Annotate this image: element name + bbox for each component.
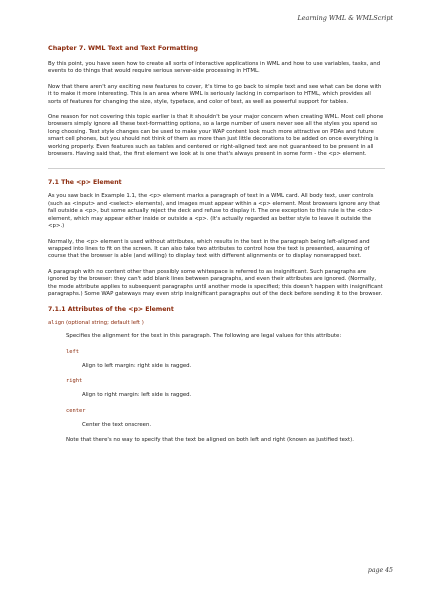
section-title: 7.1 The <p> Element [48, 179, 122, 187]
intro-paragraph-2: Now that there aren't any exciting new features to cover, it's time to go back to simple text and see what can be done with it to make it more interesting. This is an area where WML is seriously lacking in comparison to HTML, which provides all sorts of features for changing the size, style, typeface, and color of text, as well as powerful support for tables. [48, 83, 382, 105]
value-desc-left: Align to left margin: right side is ragged. [82, 362, 192, 369]
section-paragraph-1: As you saw back in Example 1.1, the <p> element marks a paragraph of text in a WML card. All body text, user controls (such as <input> and <select> elements), and images must appear within a <p> element. Most browsers ignore any that fall outside a <p>, but some actually reject the deck and refuse to display it. The one exception to this rule is the <do> element, which may appear either inside or outside a <p>. (It's actually regarded as better style to leave it outside the <p>.) [48, 193, 381, 230]
section-paragraph-3: A paragraph with no content other than possibly some whitespace is referred to as insignificant. Such paragraphs are ignored by the browser: they can't add blank lines between paragraphs, and even their attributes are ignored. (Normally, the mode attribute applies to subsequent paragraphs until another mode is specified; this doesn't happen with insignificant paragraphs.) Some WAP gateways may even strip insignificant paragraphs out of the deck before sending it to the browser. [48, 268, 383, 297]
running-head: Learning WML & WMLScript [297, 14, 393, 22]
chapter-title: Chapter 7. WML Text and Text Formatting [48, 44, 198, 52]
value-name-center: center [66, 407, 86, 414]
value-desc-right: Align to right margin: left side is ragged. [82, 392, 192, 399]
attribute-meta: (optional string; default left ) [65, 320, 144, 327]
value-desc-center: Center the text onscreen. [82, 421, 152, 428]
intro-paragraph-1: By this point, you have seen how to create all sorts of interactive applications in WML and how to use variables, tasks, and events to do things that would require serious server-side processing in HTML. [48, 61, 381, 75]
value-name-right: right [66, 378, 83, 385]
section-paragraph-2: Normally, the <p> element is used without attributes, which results in the text in the paragraph being left-aligned and wrapped into lines to fit on the screen. It can also take two attributes to control how the text is presented, assuming of course that the browser is able (and willing) to display text with different alignments or to display nonwrapped text. [48, 238, 370, 260]
attribute-description: Specifies the alignment for the text in this paragraph. The following are legal values for this attribute: [66, 333, 342, 340]
intro-paragraph-3: One reason for not covering this topic earlier is that it shouldn't be your major concern when creating WML. Most cell phone browsers simply ignore all these text-formatting options, so a large number of users never see all the styles you spend so long choosing. Text style changes can be used to make your WAP content look much more attractive on PDAs and future smart cell phones, but you should not think of them as more than just little decorations to be added on once everything is working properly. Even features such as tables and centered or right-aligned text are not guaranteed to be present in all browsers. Having said that, the first element we look at is one that's always present in some form - the <p> element. [48, 114, 384, 158]
attribute-name: align [48, 320, 65, 327]
value-name-left: left [66, 348, 79, 355]
page-content [48, 44, 385, 452]
attribute-heading [48, 320, 385, 326]
justification-note: Note that there's no way to specify that the text be aligned on both left and right (known as justified text). [66, 436, 354, 443]
page-number: page 45 [367, 567, 393, 574]
subsection-title: 7.1.1 Attributes of the <p> Element [48, 306, 174, 314]
section-divider [48, 168, 385, 169]
